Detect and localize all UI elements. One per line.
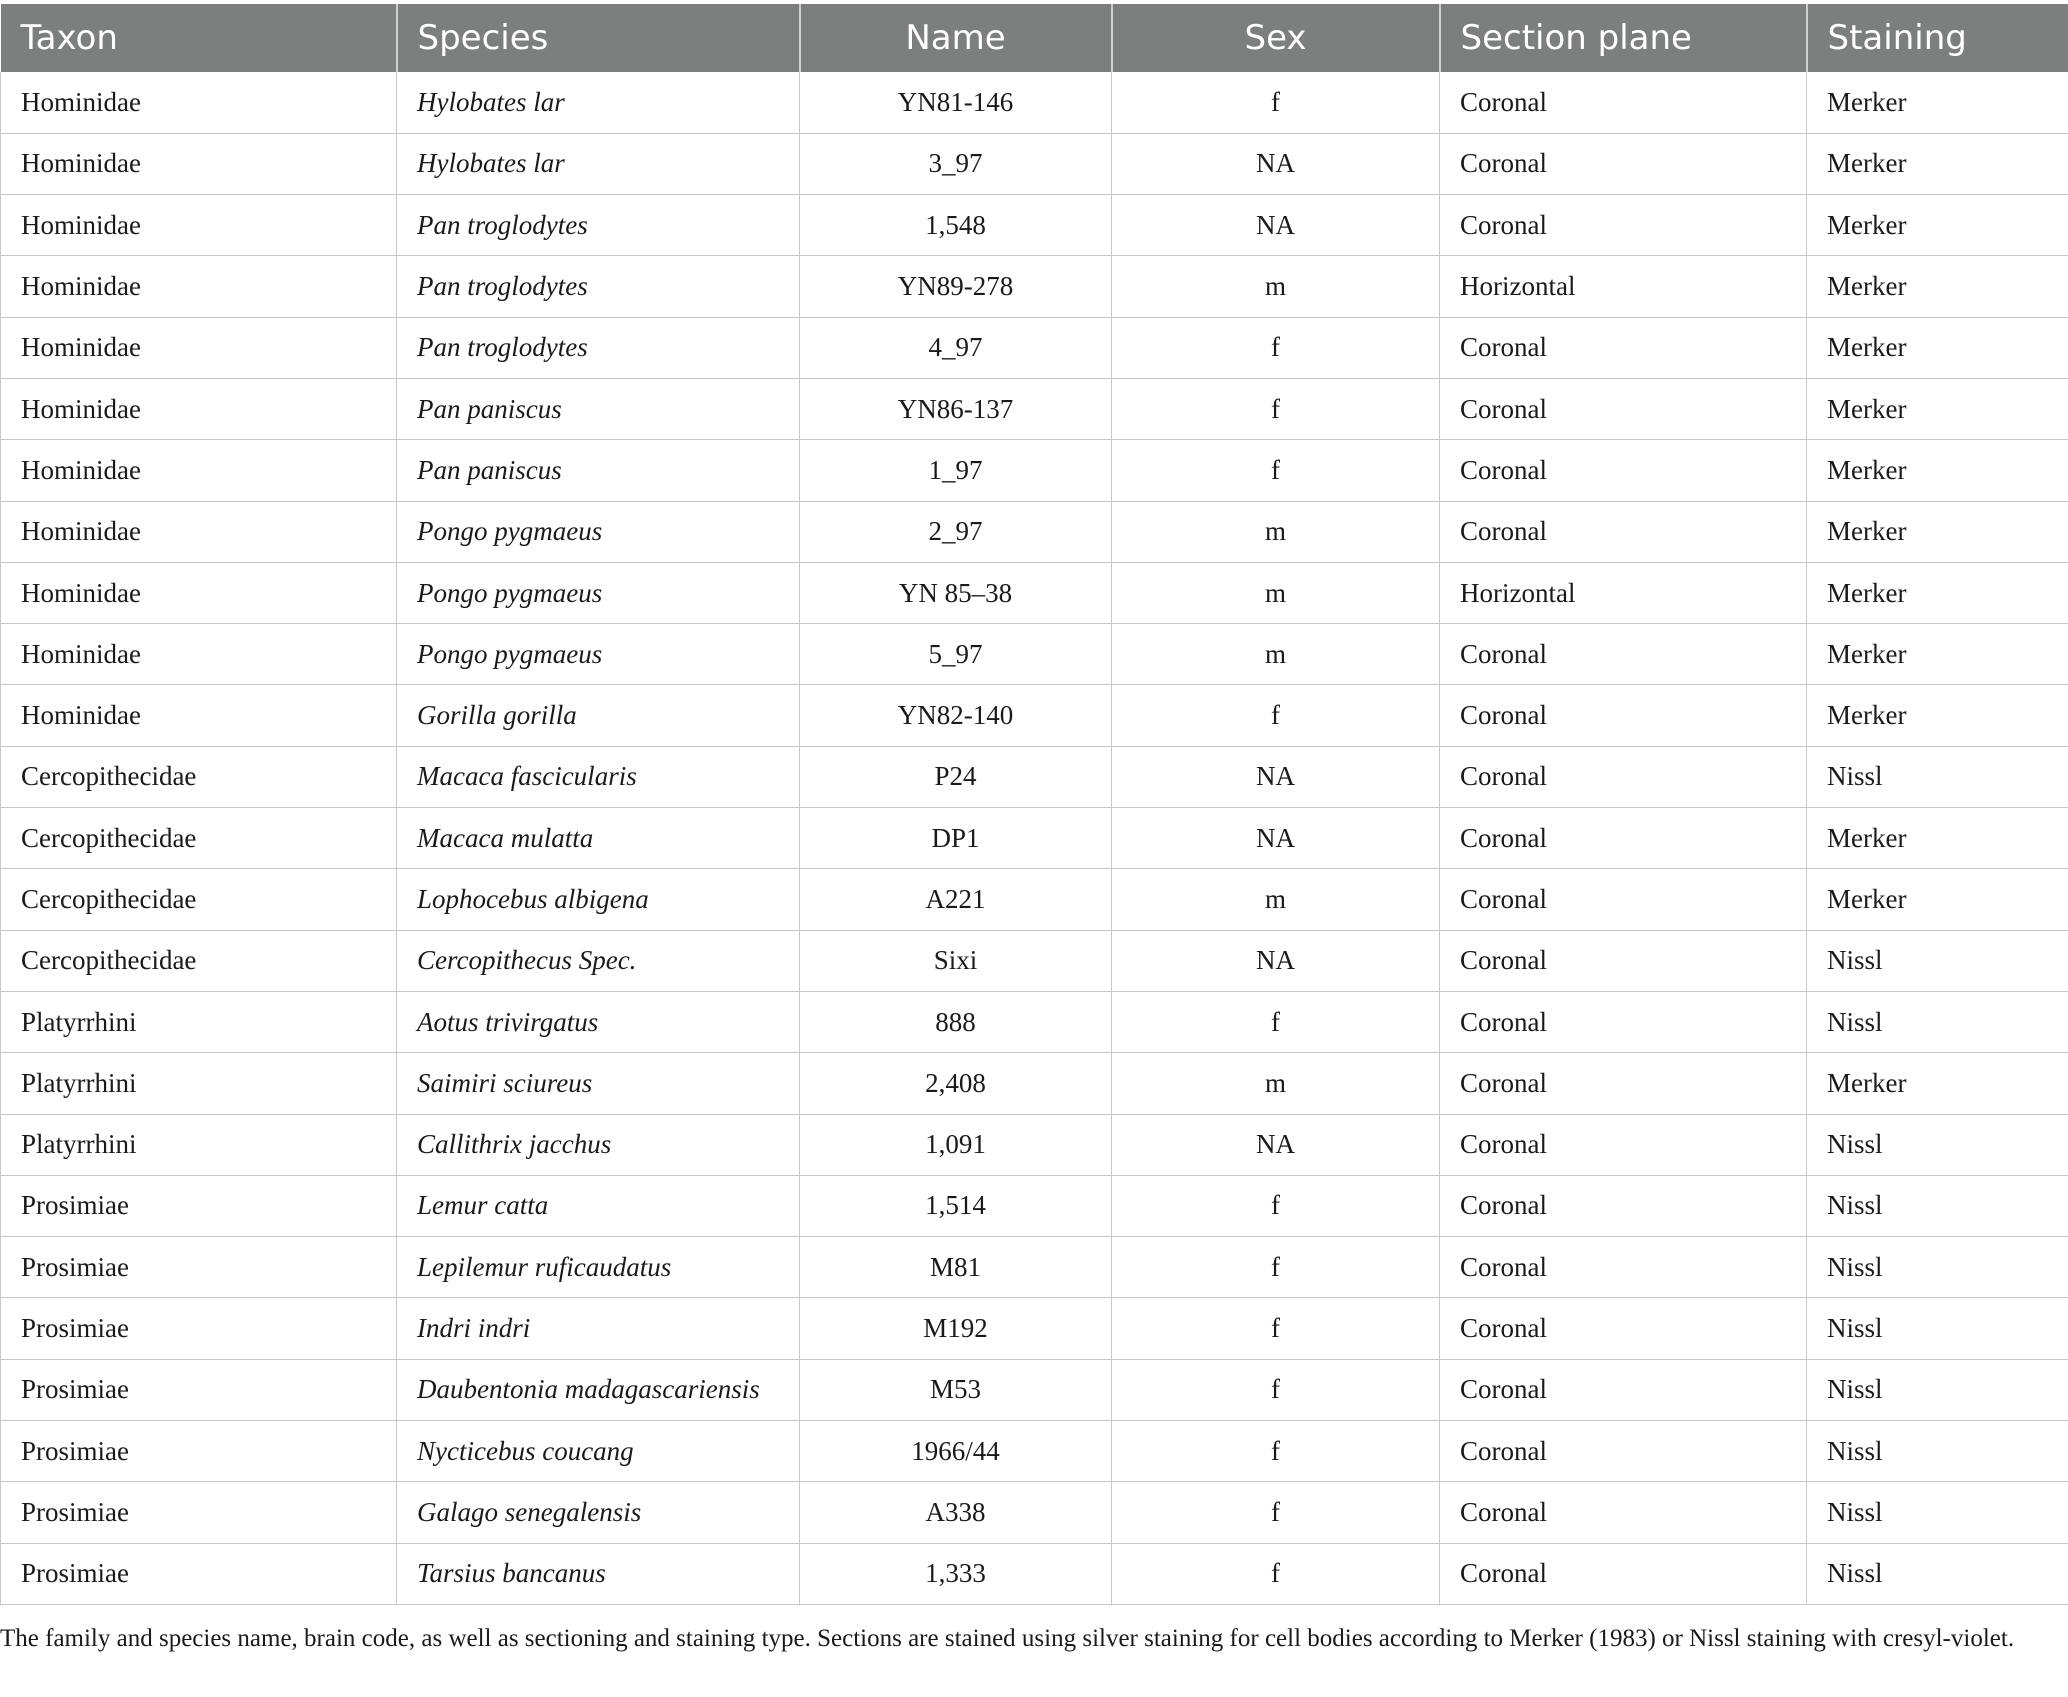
table-row <box>1 1543 2068 1604</box>
cell-sex: NA <box>1112 1114 1440 1175</box>
table-row <box>1 1053 2068 1114</box>
cell-sex: f <box>1112 991 1440 1052</box>
cell-sex: NA <box>1112 133 1440 194</box>
cell-section-plane: Coronal <box>1440 317 1807 378</box>
table-row <box>1 1298 2068 1359</box>
cell-species: Hylobates lar <box>397 72 800 133</box>
cell-staining: Merker <box>1807 440 2068 501</box>
cell-species: Pan troglodytes <box>397 195 800 256</box>
cell-section-plane: Coronal <box>1440 685 1807 746</box>
cell-section-plane: Coronal <box>1440 195 1807 256</box>
cell-section-plane: Coronal <box>1440 1114 1807 1175</box>
cell-species: Gorilla gorilla <box>397 685 800 746</box>
table-row <box>1 930 2068 991</box>
cell-taxon: Cercopithecidae <box>1 869 397 930</box>
cell-sex: m <box>1112 256 1440 317</box>
cell-taxon: Hominidae <box>1 440 397 501</box>
table-row <box>1 1421 2068 1482</box>
cell-staining: Merker <box>1807 378 2068 439</box>
cell-taxon: Hominidae <box>1 72 397 133</box>
cell-sex: m <box>1112 501 1440 562</box>
table-row <box>1 1237 2068 1298</box>
cell-name: 1,091 <box>800 1114 1112 1175</box>
cell-species: Lemur catta <box>397 1175 800 1236</box>
cell-species: Pongo pygmaeus <box>397 501 800 562</box>
table-row <box>1 869 2068 930</box>
cell-name: M53 <box>800 1359 1112 1420</box>
cell-staining: Nissl <box>1807 1114 2068 1175</box>
header-species: Species <box>397 4 800 72</box>
cell-taxon: Hominidae <box>1 378 397 439</box>
cell-staining: Merker <box>1807 501 2068 562</box>
cell-staining: Merker <box>1807 869 2068 930</box>
cell-taxon: Prosimiae <box>1 1175 397 1236</box>
cell-name: YN81-146 <box>800 72 1112 133</box>
cell-sex: f <box>1112 1175 1440 1236</box>
cell-name: 4_97 <box>800 317 1112 378</box>
cell-taxon: Hominidae <box>1 256 397 317</box>
cell-taxon: Prosimiae <box>1 1237 397 1298</box>
cell-taxon: Hominidae <box>1 133 397 194</box>
header-sex: Sex <box>1112 4 1440 72</box>
cell-name: YN82-140 <box>800 685 1112 746</box>
table-row <box>1 501 2068 562</box>
table-footnote: The family and species name, brain code, as well as sectioning and staining type. Sections are stained using silver staining for cell bodies according to Merker (1983) or Nissl staining with cresyl-violet. <box>0 1625 2015 1652</box>
cell-sex: f <box>1112 440 1440 501</box>
cell-section-plane: Coronal <box>1440 72 1807 133</box>
cell-species: Pan troglodytes <box>397 317 800 378</box>
cell-name: 1,333 <box>800 1543 1112 1604</box>
cell-name: 1966/44 <box>800 1421 1112 1482</box>
cell-section-plane: Coronal <box>1440 930 1807 991</box>
cell-species: Pan troglodytes <box>397 256 800 317</box>
cell-species: Indri indri <box>397 1298 800 1359</box>
cell-taxon: Hominidae <box>1 624 397 685</box>
cell-taxon: Prosimiae <box>1 1482 397 1543</box>
cell-sex: NA <box>1112 195 1440 256</box>
cell-section-plane: Coronal <box>1440 1175 1807 1236</box>
cell-taxon: Hominidae <box>1 685 397 746</box>
cell-sex: m <box>1112 869 1440 930</box>
cell-taxon: Platyrrhini <box>1 991 397 1052</box>
cell-name: 2,408 <box>800 1053 1112 1114</box>
cell-name: A338 <box>800 1482 1112 1543</box>
cell-staining: Nissl <box>1807 1543 2068 1604</box>
cell-name: M192 <box>800 1298 1112 1359</box>
cell-section-plane: Coronal <box>1440 746 1807 807</box>
cell-taxon: Hominidae <box>1 501 397 562</box>
cell-name: 1,548 <box>800 195 1112 256</box>
cell-sex: f <box>1112 685 1440 746</box>
cell-sex: f <box>1112 1237 1440 1298</box>
cell-staining: Merker <box>1807 808 2068 869</box>
cell-staining: Nissl <box>1807 746 2068 807</box>
cell-section-plane: Coronal <box>1440 133 1807 194</box>
table-row <box>1 378 2068 439</box>
cell-sex: f <box>1112 72 1440 133</box>
cell-name: P24 <box>800 746 1112 807</box>
cell-sex: f <box>1112 1421 1440 1482</box>
header-row <box>1 4 2068 72</box>
cell-staining: Merker <box>1807 317 2068 378</box>
cell-name: 3_97 <box>800 133 1112 194</box>
cell-section-plane: Horizontal <box>1440 256 1807 317</box>
cell-staining: Nissl <box>1807 1298 2068 1359</box>
cell-sex: f <box>1112 1482 1440 1543</box>
table-row <box>1 1114 2068 1175</box>
table-row <box>1 562 2068 623</box>
cell-name: 1_97 <box>800 440 1112 501</box>
cell-section-plane: Coronal <box>1440 1482 1807 1543</box>
table-row <box>1 1482 2068 1543</box>
cell-sex: f <box>1112 1543 1440 1604</box>
cell-species: Pongo pygmaeus <box>397 562 800 623</box>
cell-species: Pan paniscus <box>397 378 800 439</box>
cell-taxon: Cercopithecidae <box>1 746 397 807</box>
cell-species: Lepilemur ruficaudatus <box>397 1237 800 1298</box>
cell-species: Hylobates lar <box>397 133 800 194</box>
cell-section-plane: Coronal <box>1440 378 1807 439</box>
cell-taxon: Prosimiae <box>1 1298 397 1359</box>
cell-name: YN 85–38 <box>800 562 1112 623</box>
cell-staining: Nissl <box>1807 1359 2068 1420</box>
cell-staining: Nissl <box>1807 930 2068 991</box>
cell-section-plane: Horizontal <box>1440 562 1807 623</box>
table-row <box>1 685 2068 746</box>
cell-sex: f <box>1112 1298 1440 1359</box>
cell-species: Macaca fascicularis <box>397 746 800 807</box>
cell-sex: m <box>1112 624 1440 685</box>
cell-staining: Merker <box>1807 72 2068 133</box>
cell-sex: NA <box>1112 808 1440 869</box>
header-section-plane: Section plane <box>1440 4 1807 72</box>
cell-taxon: Platyrrhini <box>1 1114 397 1175</box>
table-row <box>1 72 2068 133</box>
table-row <box>1 1359 2068 1420</box>
table-row <box>1 133 2068 194</box>
cell-staining: Nissl <box>1807 1421 2068 1482</box>
cell-name: 888 <box>800 991 1112 1052</box>
table-header <box>1 4 2068 72</box>
cell-name: YN86-137 <box>800 378 1112 439</box>
cell-section-plane: Coronal <box>1440 1543 1807 1604</box>
cell-species: Cercopithecus Spec. <box>397 930 800 991</box>
table-row <box>1 195 2068 256</box>
cell-taxon: Hominidae <box>1 317 397 378</box>
cell-name: 1,514 <box>800 1175 1112 1236</box>
cell-taxon: Prosimiae <box>1 1359 397 1420</box>
cell-name: YN89-278 <box>800 256 1112 317</box>
table-row <box>1 991 2068 1052</box>
table-body <box>1 72 2068 1604</box>
cell-taxon: Platyrrhini <box>1 1053 397 1114</box>
cell-name: DP1 <box>800 808 1112 869</box>
cell-species: Saimiri sciureus <box>397 1053 800 1114</box>
cell-taxon: Hominidae <box>1 562 397 623</box>
cell-sex: NA <box>1112 930 1440 991</box>
cell-section-plane: Coronal <box>1440 624 1807 685</box>
cell-species: Aotus trivirgatus <box>397 991 800 1052</box>
cell-section-plane: Coronal <box>1440 1298 1807 1359</box>
specimen-table <box>0 4 2068 1605</box>
cell-staining: Merker <box>1807 685 2068 746</box>
cell-section-plane: Coronal <box>1440 440 1807 501</box>
cell-taxon: Prosimiae <box>1 1543 397 1604</box>
cell-name: 2_97 <box>800 501 1112 562</box>
cell-name: 5_97 <box>800 624 1112 685</box>
table-row <box>1 624 2068 685</box>
cell-staining: Merker <box>1807 256 2068 317</box>
cell-species: Callithrix jacchus <box>397 1114 800 1175</box>
cell-species: Tarsius bancanus <box>397 1543 800 1604</box>
table-row <box>1 1175 2068 1236</box>
cell-sex: f <box>1112 317 1440 378</box>
cell-name: M81 <box>800 1237 1112 1298</box>
cell-species: Nycticebus coucang <box>397 1421 800 1482</box>
table-row <box>1 808 2068 869</box>
cell-species: Daubentonia madagascariensis <box>397 1359 800 1420</box>
cell-taxon: Cercopithecidae <box>1 930 397 991</box>
table-row <box>1 256 2068 317</box>
cell-section-plane: Coronal <box>1440 1053 1807 1114</box>
cell-sex: m <box>1112 562 1440 623</box>
cell-sex: f <box>1112 1359 1440 1420</box>
cell-staining: Merker <box>1807 195 2068 256</box>
cell-staining: Nissl <box>1807 1175 2068 1236</box>
cell-section-plane: Coronal <box>1440 991 1807 1052</box>
cell-staining: Merker <box>1807 624 2068 685</box>
cell-section-plane: Coronal <box>1440 808 1807 869</box>
cell-taxon: Cercopithecidae <box>1 808 397 869</box>
cell-sex: f <box>1112 378 1440 439</box>
cell-section-plane: Coronal <box>1440 1237 1807 1298</box>
cell-species: Macaca mulatta <box>397 808 800 869</box>
cell-staining: Nissl <box>1807 1237 2068 1298</box>
cell-sex: m <box>1112 1053 1440 1114</box>
cell-section-plane: Coronal <box>1440 1359 1807 1420</box>
cell-sex: NA <box>1112 746 1440 807</box>
cell-section-plane: Coronal <box>1440 501 1807 562</box>
header-name: Name <box>800 4 1112 72</box>
cell-staining: Merker <box>1807 562 2068 623</box>
header-taxon: Taxon <box>1 4 397 72</box>
cell-staining: Merker <box>1807 1053 2068 1114</box>
cell-species: Galago senegalensis <box>397 1482 800 1543</box>
cell-section-plane: Coronal <box>1440 1421 1807 1482</box>
data-table-container <box>0 4 2068 1605</box>
header-staining: Staining <box>1807 4 2068 72</box>
cell-species: Lophocebus albigena <box>397 869 800 930</box>
cell-species: Pan paniscus <box>397 440 800 501</box>
table-row <box>1 440 2068 501</box>
cell-taxon: Hominidae <box>1 195 397 256</box>
cell-name: Sixi <box>800 930 1112 991</box>
cell-taxon: Prosimiae <box>1 1421 397 1482</box>
table-row <box>1 317 2068 378</box>
table-row <box>1 746 2068 807</box>
cell-staining: Nissl <box>1807 1482 2068 1543</box>
cell-staining: Nissl <box>1807 991 2068 1052</box>
cell-name: A221 <box>800 869 1112 930</box>
cell-section-plane: Coronal <box>1440 869 1807 930</box>
cell-staining: Merker <box>1807 133 2068 194</box>
cell-species: Pongo pygmaeus <box>397 624 800 685</box>
